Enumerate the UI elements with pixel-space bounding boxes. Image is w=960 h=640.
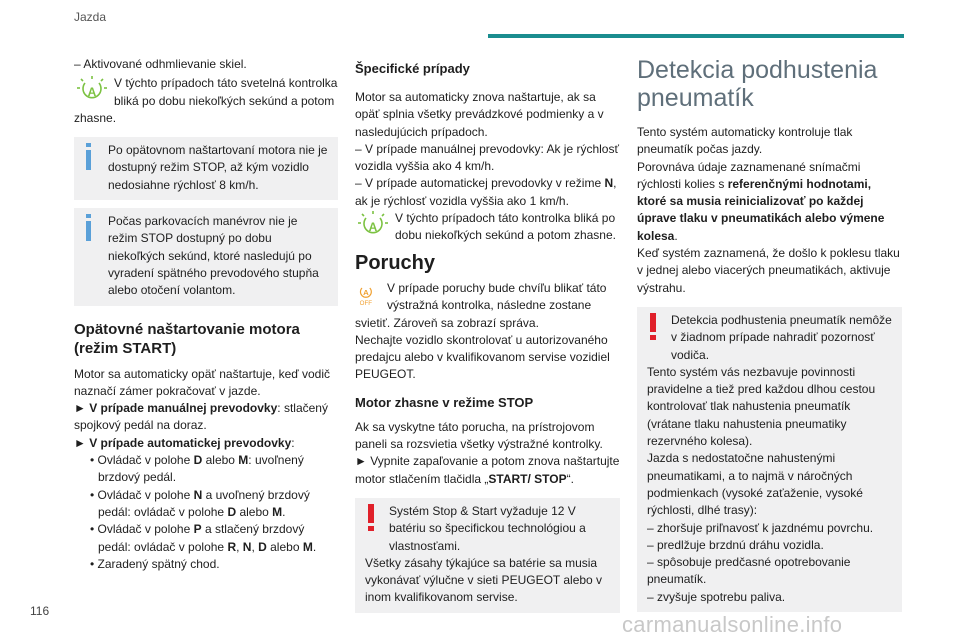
- info-note: [74, 137, 338, 200]
- warning-note: [355, 498, 620, 613]
- paragraph: ► V prípade automatickej prevodovky:: [74, 435, 295, 450]
- paragraph: ► V prípade manuálnej prevodovky: stlačený spojkový pedál na doraz.: [74, 401, 328, 433]
- warning-note: [637, 307, 902, 612]
- lamp-text: V prípade poruchy bude chvíľu blikať táto výstražná kontrolka, následne zostane svietiť. Zároveň sa zobrazí správa.: [355, 280, 607, 330]
- note-text: Všetky zásahy týkajúce sa batérie sa musia vykonávať výlučne v sieti PEUGEOT alebo v inom kvalifikovanom servise.: [365, 555, 603, 605]
- list-item: • Ovládač v polohe D alebo M: uvoľnený brzdový pedál.: [90, 453, 304, 485]
- list-item: – predlžuje brzdnú dráhu vozidla.: [647, 537, 824, 552]
- lamp-paragraph: [74, 75, 338, 127]
- column-middle: [355, 56, 620, 613]
- paragraph: Motor sa automaticky znova naštartuje, ak sa opäť splnia všetky prevádzkové podmienky a v nasledujúcich prípadoch.: [355, 90, 604, 139]
- warning-icon: [647, 313, 659, 341]
- info-icon: [84, 143, 94, 171]
- svg-text:A: A: [87, 85, 97, 100]
- list-item: – Aktivované odhmlievanie skiel.: [74, 57, 247, 71]
- list-item: • Ovládač v polohe P a stlačený brzdový pedál: ovládač v polohe R, N, D alebo M.: [90, 522, 317, 554]
- lamp-paragraph: [355, 210, 620, 245]
- stop-start-green-lamp-icon: [355, 210, 391, 240]
- list-item: – zhoršuje priľnavosť k jazdnému povrchu.: [647, 520, 874, 535]
- subsection-heading: Motor zhasne v režime STOP: [355, 394, 534, 410]
- running-header: Jazda: [74, 10, 107, 24]
- info-icon: [84, 214, 94, 242]
- list-item: • Ovládač v polohe N a uvoľnený brzdový pedál: ovládač v polohe D alebo M.: [90, 487, 310, 519]
- note-text: Detekcia podhustenia pneumatík nemôže v žiadnom prípade nahradiť pozornosť vodiča.: [671, 312, 892, 362]
- stop-start-green-lamp-icon: [74, 75, 110, 105]
- note-text: Tento systém vás nezbavuje povinnosti pravidelne a tiež pred každou dlhou cestou kontrolovať tlak nahustenia pneumatík (vrátane tlaku nahustenia pneumatiky rezervného kolesa).: [647, 364, 876, 449]
- note-text: Po opätovnom naštartovaní motora nie je dostupný režim STOP, až kým vozidlo nedosiahne rýchlosť 8 km/h.: [108, 143, 328, 192]
- paragraph: Motor sa automaticky opäť naštartuje, keď vodič naznačí zámer pokračovať v jazde.: [74, 366, 330, 398]
- paragraph: Keď systém zaznamená, že došlo k poklesu tlaku v jednej alebo viacerých pneumatikách, aktivuje výstrahu.: [637, 246, 900, 295]
- warning-icon: [365, 504, 377, 532]
- list-item: – zvyšuje spotrebu paliva.: [647, 589, 786, 604]
- header-accent-bar: [488, 34, 904, 38]
- list-item: • Zaradený spätný chod.: [90, 556, 220, 571]
- paragraph: Ak sa vyskytne táto porucha, na prístrojovom paneli sa rozsvietia všetky výstražné kontrolky.: [355, 419, 603, 452]
- svg-text:A: A: [363, 287, 369, 297]
- page-title: Detekcia podhustenia pneumatík: [637, 56, 878, 112]
- paragraph: Tento systém automaticky kontroluje tlak pneumatík počas jazdy.: [637, 125, 853, 157]
- column-right: [637, 56, 902, 612]
- paragraph: Nechajte vozidlo skontrolovať u autorizovaného predajcu alebo v kvalifikovanom servise vozidiel PEUGEOT.: [355, 332, 610, 382]
- lamp-paragraph: [355, 280, 620, 332]
- section-heading: Špecifické prípady: [355, 61, 470, 76]
- svg-text:OFF: OFF: [359, 300, 373, 308]
- note-text: Počas parkovacích manévrov nie je režim STOP dostupný po dobu niekoľkých sekúnd, ktoré nasledujú po vyradení spätného prevodového stupňa alebo otočení volantom.: [108, 214, 319, 298]
- section-heading: Opätovné naštartovanie motora (režim START): [74, 320, 300, 357]
- paragraph: ► Vypnite zapaľovanie a potom znova naštartujte motor stlačením tlačidla „START/ STOP“.: [355, 454, 620, 486]
- info-note: [74, 208, 338, 305]
- svg-text:A: A: [368, 220, 378, 235]
- lamp-text: V týchto prípadoch táto kontrolka bliká po dobu niekoľkých sekúnd a potom zhasne.: [395, 211, 616, 243]
- note-text: Jazda s nedostatočne nahustenými pneumatikami, a to najmä v náročných podmienkach (vysoké zaťaženie, vysoké rýchlosti, dlhé trasy):: [647, 451, 863, 518]
- section-heading: Poruchy: [355, 251, 436, 274]
- stop-start-fault-lamp-icon: [355, 280, 383, 310]
- lamp-text: V týchto prípadoch táto svetelná kontrolka bliká po dobu niekoľkých sekúnd a potom zhasne.: [74, 76, 338, 125]
- list-item: – V prípade manuálnej prevodovky: Ak je rýchlosť vozidla vyššia ako 4 km/h.: [355, 141, 619, 174]
- page-number: 116: [30, 604, 50, 618]
- paragraph: Porovnáva údaje zaznamenané snímačmi rýchlosti kolies s referenčnými hodnotami, ktoré sa musia reinicializovať po každej úprave tlaku v pneumatikách alebo výmene kolesa.: [637, 159, 885, 243]
- watermark: carmanualsonline.info: [622, 612, 843, 637]
- list-item: – spôsobuje predčasné opotrebovanie pneumatík.: [647, 555, 851, 587]
- list-item: – V prípade automatickej prevodovky v režime N, ak je rýchlosť vozidla vyššia ako 1 km/h.: [355, 176, 617, 208]
- note-text: Systém Stop & Start vyžaduje 12 V batériu so špecifickou technológiou a vlastnosťami.: [389, 503, 586, 553]
- column-left: [74, 56, 338, 573]
